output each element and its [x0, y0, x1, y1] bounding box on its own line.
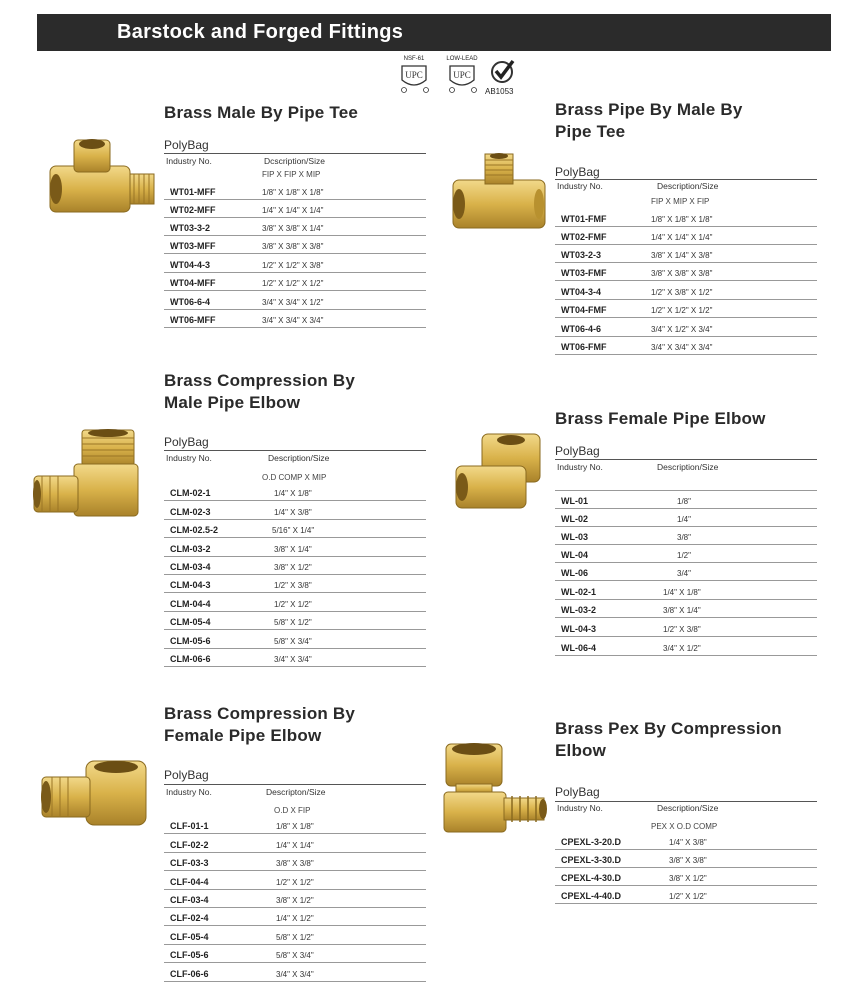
table-row: CLM-03-4 3/8" X 1/2" — [164, 557, 426, 575]
header-rule — [164, 784, 426, 785]
table-row: WL-03-2 3/8" X 1/4" — [555, 600, 817, 618]
industry-no-header: Industry No. — [557, 462, 603, 472]
section-male-pipe-tee — [164, 102, 426, 332]
table-row: WT03-3-2 3/8" X 3/8" X 1/4" — [164, 218, 426, 236]
table-row: CPEXL-3-30.D 3/8" X 3/8" — [555, 850, 817, 868]
compression-male-elbow-image — [30, 428, 142, 522]
header-rule — [555, 801, 817, 802]
description-header: Description/Size — [657, 462, 719, 472]
table-row: CLF-03-3 3/8" X 3/8" — [164, 853, 426, 871]
page-title: Barstock and Forged Fittings — [117, 21, 404, 43]
section-pex-compression-elbow — [555, 718, 817, 903]
product-table — [555, 209, 817, 355]
section-compression-male-elbow — [164, 370, 426, 665]
male-pipe-tee-image — [44, 136, 160, 218]
table-row: WL-01 1/8" — [555, 491, 817, 509]
table-row: CLF-02-4 1/4" X 1/2" — [164, 908, 426, 926]
section-female-pipe-elbow — [555, 408, 817, 654]
polybag-label: PolyBag — [555, 785, 600, 799]
section-title: Brass Compression By Male Pipe Elbow — [164, 371, 356, 412]
table-row: WT04-4-3 1/2" X 1/2" X 3/8" — [164, 254, 426, 273]
size-subheader: FIP X MIP X FIP — [651, 197, 710, 206]
table-row: WL-02-1 1/4" X 1/8" — [555, 581, 817, 600]
table-row: WL-04-3 1/2" X 3/8" — [555, 618, 817, 637]
industry-no-header: Industry No. — [166, 787, 212, 797]
header-rule — [555, 179, 817, 180]
product-table — [164, 182, 426, 328]
ab1053-label: AB1053 — [485, 87, 514, 96]
table-row: WT04-FMF 1/2" X 1/2" X 1/2" — [555, 300, 817, 318]
section-title: Brass Compression By Female Pipe Elbow — [164, 704, 356, 745]
product-table — [164, 816, 426, 982]
product-table — [555, 491, 817, 656]
low-lead-upc-logo: LOW-LEAD UPC — [444, 56, 480, 96]
compression-female-elbow-image — [38, 755, 150, 831]
table-row: WT04-MFF 1/2" X 1/2" X 1/2" — [164, 273, 426, 291]
table-row: WT01-FMF 1/8" X 1/8" X 1/8" — [555, 209, 817, 227]
industry-no-header: Industry No. — [166, 453, 212, 463]
table-row: CLF-02-2 1/4" X 1/4" — [164, 834, 426, 853]
size-subheader: FIP X FIP X MIP — [262, 170, 321, 179]
header-rule — [555, 459, 817, 460]
table-row: WT02-FMF 1/4" X 1/4" X 1/4" — [555, 227, 817, 245]
description-header: Dcscription/Size — [264, 156, 325, 166]
section-title: Brass Pipe By Male By Pipe Tee — [555, 100, 743, 141]
nsf-upc-logo: NSF-61 UPC — [396, 56, 432, 96]
table-row: CLM-05-4 5/8" X 1/2" — [164, 612, 426, 630]
table-row: CLM-03-2 3/8" X 1/4" — [164, 538, 426, 557]
description-header: Description/Size — [657, 803, 719, 813]
table-row: CLM-02-1 1/4" X 1/8" — [164, 483, 426, 501]
description-header: Descripton/Size — [266, 787, 326, 797]
polybag-label: PolyBag — [555, 165, 600, 179]
section-pipe-male-pipe-tee — [555, 99, 817, 354]
polybag-label: PolyBag — [555, 444, 600, 458]
table-row: CPEXL-3-20.D 1/4" X 3/8" — [555, 832, 817, 850]
description-header: Description/Size — [657, 181, 719, 191]
header-rule — [164, 153, 426, 154]
table-row: CLM-06-6 3/4" X 3/4" — [164, 649, 426, 667]
table-row: CLM-02.5-2 5/16" X 1/4" — [164, 520, 426, 538]
table-row: CLM-05-6 5/8" X 3/4" — [164, 630, 426, 649]
size-subheader: O.D X FIP — [274, 806, 311, 815]
table-row: WL-06-4 3/4" X 1/2" — [555, 637, 817, 656]
table-row: CPEXL-4-40.D 1/2" X 1/2" — [555, 886, 817, 904]
table-row: WT03-MFF 3/8" X 3/8" X 3/8" — [164, 236, 426, 254]
pex-compression-elbow-image — [440, 740, 550, 836]
table-row: WT03-FMF 3/8" X 3/8" X 3/8" — [555, 263, 817, 281]
industry-no-header: Industry No. — [557, 803, 603, 813]
table-row: WT06-6-4 3/4" X 3/4" X 1/2" — [164, 291, 426, 310]
female-pipe-elbow-image — [452, 430, 546, 512]
table-row: WL-03 3/8" — [555, 527, 817, 545]
svg-text:UPC: UPC — [405, 70, 423, 80]
polybag-label: PolyBag — [164, 138, 209, 152]
table-row: WT03-2-3 3/8" X 1/4" X 3/8" — [555, 245, 817, 263]
header-rule — [164, 450, 426, 451]
table-row: WT04-3-4 1/2" X 3/8" X 1/2" — [555, 281, 817, 300]
section-compression-female-elbow — [164, 703, 426, 978]
svg-text:UPC: UPC — [453, 70, 471, 80]
product-table — [164, 483, 426, 667]
industry-no-header: Industry No. — [166, 156, 212, 166]
table-row: CLF-01-1 1/8" X 1/8" — [164, 816, 426, 834]
table-row: WT02-MFF 1/4" X 1/4" X 1/4" — [164, 200, 426, 218]
polybag-label: PolyBag — [164, 435, 209, 449]
polybag-label: PolyBag — [164, 768, 209, 782]
table-row: WT06-MFF 3/4" X 3/4" X 3/4" — [164, 310, 426, 328]
section-title: Brass Male By Pipe Tee — [164, 103, 359, 122]
table-row: WL-04 1/2" — [555, 545, 817, 563]
table-row: CLF-03-4 3/8" X 1/2" — [164, 890, 426, 908]
industry-no-header: Industry No. — [557, 181, 603, 191]
size-subheader: PEX X O.D COMP — [651, 822, 718, 831]
table-row: CPEXL-4-30.D 3/8" X 1/2" — [555, 868, 817, 886]
table-row: CLM-02-3 1/4" X 3/8" — [164, 501, 426, 520]
table-row: WL-06 3/4" — [555, 563, 817, 581]
pipe-male-pipe-tee-image — [449, 152, 549, 234]
size-subheader: O.D COMP X MIP — [262, 473, 327, 482]
table-row: CLF-06-6 3/4" X 3/4" — [164, 963, 426, 982]
section-title: Brass Female Pipe Elbow — [555, 409, 766, 428]
section-title: Brass Pex By Compression Elbow — [555, 719, 782, 760]
product-table — [555, 832, 817, 904]
table-row: CLM-04-3 1/2" X 3/8" — [164, 575, 426, 593]
table-row: WT06-FMF 3/4" X 3/4" X 3/4" — [555, 337, 817, 355]
table-row: WT06-4-6 3/4" X 1/2" X 3/4" — [555, 318, 817, 337]
header-banner — [37, 14, 831, 51]
table-row: CLF-04-4 1/2" X 1/2" — [164, 871, 426, 890]
table-row: CLM-04-4 1/2" X 1/2" — [164, 593, 426, 612]
table-row: WT01-MFF 1/8" X 1/8" X 1/8" — [164, 182, 426, 200]
table-row: CLF-05-6 5/8" X 3/4" — [164, 945, 426, 963]
table-row: CLF-05-4 5/8" X 1/2" — [164, 926, 426, 945]
table-row: WL-02 1/4" — [555, 509, 817, 527]
description-header: Description/Size — [268, 453, 330, 463]
